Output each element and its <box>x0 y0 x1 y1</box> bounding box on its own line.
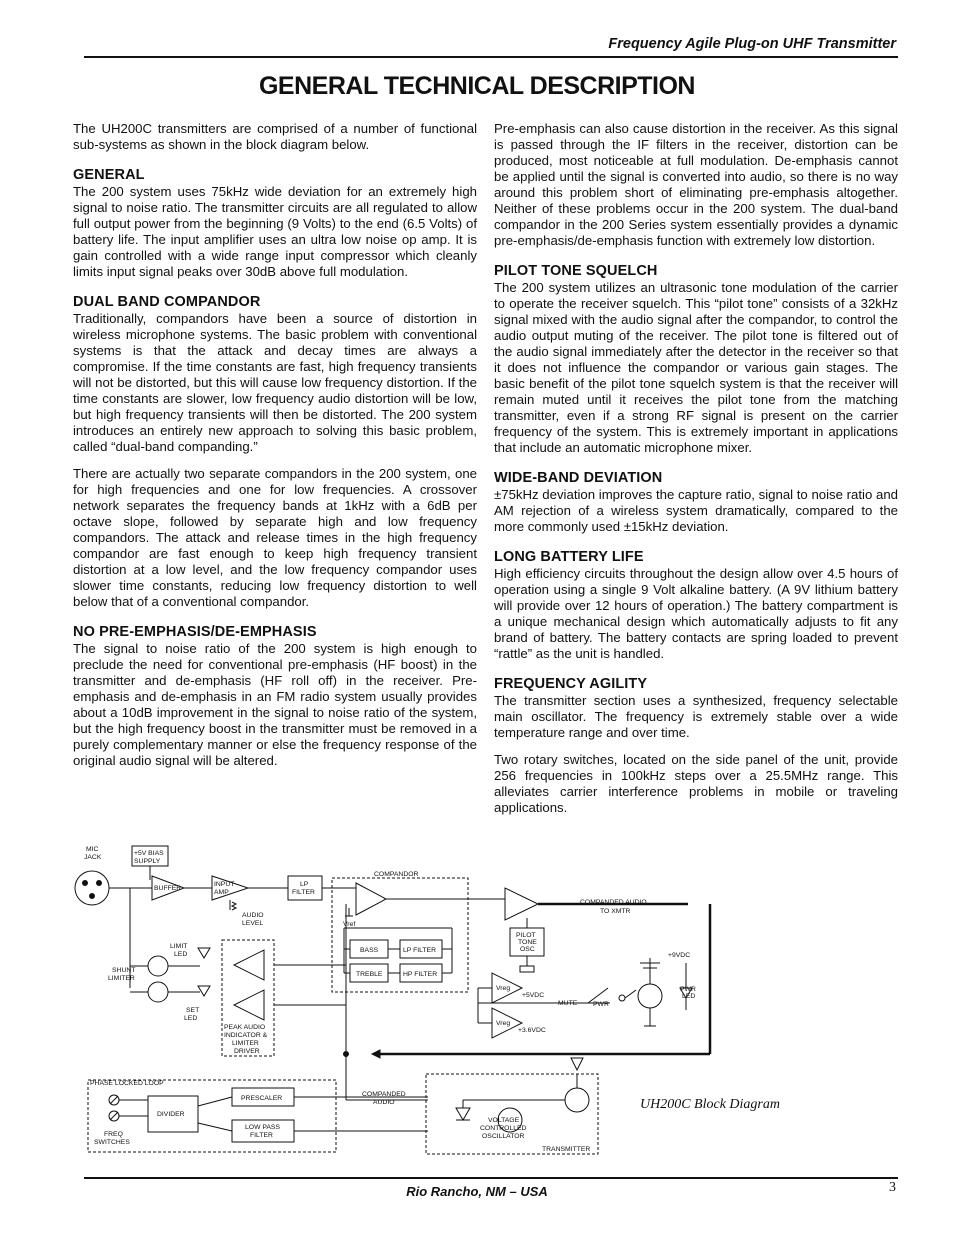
output-amp-symbol <box>505 888 538 920</box>
set-led-symbol <box>198 986 210 996</box>
wide-band-paragraph: ±75kHz deviation improves the capture ratio, signal to noise ratio and AM rejection of a wireless system dramatically, compared to the more commonly used ±15kHz deviation. <box>494 487 898 534</box>
footer-rule <box>84 1177 898 1179</box>
label-plus36: +3.6VDC <box>518 1027 546 1034</box>
header-rule <box>84 56 898 58</box>
compandor-paragraph-1: Traditionally, compandors have been a source of distortion in wireless microphone systems. The basic problem with conventional systems is that the attack and decay times are always a compromise. If the time constants are fast, high frequency transients will not be distorted, but this will cause low frequency distortion. If the time constants are slower, low frequency audio distortion will be low, but high frequency transients will then be distorted. The 200 system introduces an entirely new approach to solving this basic problem, called “dual-band companding.” <box>73 311 477 454</box>
label-pwr-led-2: LED <box>682 993 696 1000</box>
label-divider: DIVIDER <box>157 1111 185 1118</box>
label-treble: TREBLE <box>356 971 383 978</box>
label-vco-2: CONTROLLED <box>480 1125 527 1132</box>
input-amp-symbol <box>212 876 248 900</box>
rf-transistor-symbol <box>565 1088 589 1112</box>
label-bias-1: +5V BIAS <box>134 850 164 857</box>
peak-amp-1-symbol <box>234 950 264 980</box>
label-peak-3: LIMITER <box>232 1040 259 1047</box>
label-freq-2: SWITCHES <box>94 1139 130 1146</box>
label-lp-filter: LP FILTER <box>403 947 436 954</box>
label-companded-2: AUDIO <box>373 1099 395 1106</box>
label-input-2: AMP <box>214 889 229 896</box>
compandor-paragraph-2: There are actually two separate compandors in the 200 system, one for high frequencies and one for low frequencies. A crossover network separates the frequency bands at 1kHz with a 6dB per octave slope, followed by separate high and low frequency compandors. The attack and release times in the high frequency compandor are fast enough to keep high frequency transient distortion at a low level, and the low frequency compandor uses slower time constants, reducing low frequency distortion to well below that of a conventional compandor. <box>73 466 477 609</box>
label-lp-2: FILTER <box>292 889 315 896</box>
section-heading-pilot-tone: PILOT TONE SQUELCH <box>494 263 658 279</box>
label-set-2: LED <box>184 1015 198 1022</box>
label-compandor: COMPANDOR <box>374 871 419 878</box>
label-mute: MUTE <box>558 1000 578 1007</box>
label-set-1: SET <box>186 1007 200 1014</box>
general-paragraph: The 200 system uses 75kHz wide deviation for an extremely high signal to noise ratio. The transmitter circuits are all regulated to allow full output power from the beginning (9 Volts) to the end (6.5 Volts) of battery life. The input amplifier uses an ultra low noise op amp. It is gain controlled with a wide range input compressor which cleanly limits input signal peaks over 30dB above full modulation. <box>73 184 477 279</box>
label-vreg-1: Vreg <box>496 985 511 992</box>
label-bias-2: SUPPLY <box>134 858 161 865</box>
label-pwr-led-1: PWR <box>680 986 696 993</box>
label-hp-filter: HP FILTER <box>403 971 438 978</box>
label-peak-2: INDICATOR & <box>224 1032 268 1039</box>
label-companded-1: COMPANDED <box>362 1091 406 1098</box>
section-heading-battery: LONG BATTERY LIFE <box>494 549 644 565</box>
label-lp-1: LP <box>300 881 309 888</box>
label-pilot-3: OSC <box>520 946 535 953</box>
label-peak-1: PEAK AUDIO <box>224 1024 266 1031</box>
lp-filter-block <box>288 876 322 900</box>
label-vco-3: OSCILLATOR <box>482 1133 525 1140</box>
label-companded-xmtr-2: TO XMTR <box>600 908 631 915</box>
label-buffer: BUFFER <box>154 885 182 892</box>
label-pilot-2: TONE <box>518 939 537 946</box>
label-peak-4: DRIVER <box>234 1048 260 1055</box>
label-freq-1: FREQ <box>104 1131 123 1138</box>
label-plus9: +9VDC <box>668 952 691 959</box>
section-heading-agility: FREQUENCY AGILITY <box>494 676 648 692</box>
label-plus5: +5VDC <box>522 992 545 999</box>
label-vreg-2: Vreg <box>496 1020 511 1027</box>
label-audio-level-2: LEVEL <box>242 920 264 927</box>
left-column <box>73 121 477 780</box>
running-header: Frequency Agile Plug-on UHF Transmitter <box>608 36 896 52</box>
compandor-amp-symbol <box>356 883 386 915</box>
section-heading-wide-band: WIDE-BAND DEVIATION <box>494 470 663 486</box>
preemphasis-paragraph: The signal to noise ratio of the 200 system is high enough to preclude the need for conventional pre-emphasis (HF boost) in the transmitter and de-emphasis (HF roll off) in the receiver. Pre-emphasis and de-emphasis in an FM radio system usually provides about a 10dB improvement in the signal to noise ratio of the system, but the high frequency boost in the transmitter must be removed in a purely complementary manner or else the frequency response of the original audio signal will be altered. <box>73 641 477 768</box>
label-pll: PHASE LOCKED LOOP <box>90 1080 164 1087</box>
section-heading-compandor: DUAL BAND COMPANDOR <box>73 294 261 310</box>
pwr-transistor-symbol <box>638 984 662 1008</box>
intro-paragraph: The UH200C transmitters are comprised of a number of functional sub-systems as shown in the block diagram below. <box>73 121 477 152</box>
page-title: GENERAL TECHNICAL DESCRIPTION <box>258 72 695 100</box>
agility-paragraph-2: Two rotary switches, located on the side panel of the unit, provide 256 frequencies in 100kHz steps over a 25.5MHz range. This alleviates carrier interference problems in mobile or traveling applications. <box>494 752 898 815</box>
shunt-limiter-transistor-1 <box>148 956 168 976</box>
label-transmitter: TRANSMITTER <box>542 1146 591 1153</box>
label-companded-xmtr-1: COMPANDED AUDIO <box>580 899 647 906</box>
label-pilot-1: PILOT <box>516 932 536 939</box>
shunt-limiter-transistor-2 <box>148 982 168 1002</box>
battery-paragraph: High efficiency circuits throughout the design allow over 4.5 hours of operation using a single 9 Volt alkaline battery. (A 9V lithium battery will provide over 12 hours of operation.) The battery compartment is a unique mechanical design which automatically adjusts to fit any brand of battery. The battery contacts are spring loaded to prevent “rattle” as the unit is handled. <box>494 566 898 661</box>
label-input-1: INPUT <box>214 881 235 888</box>
label-prescaler: PRESCALER <box>241 1095 283 1102</box>
antenna-symbol <box>571 1058 583 1070</box>
diagram-caption: UH200C Block Diagram <box>640 1097 780 1112</box>
label-shunt-1: SHUNT <box>112 967 136 974</box>
label-limit-2: LED <box>174 951 188 958</box>
limit-led-symbol <box>198 948 210 958</box>
block-diagram <box>60 838 720 1158</box>
transmitter-box <box>426 1074 598 1154</box>
page-number: 3 <box>889 1180 896 1195</box>
pilot-tone-paragraph: The 200 system utilizes an ultrasonic tone modulation of the carrier to operate the receiver squelch. This “pilot tone” consists of a 32kHz signal mixed with the audio signal after the compandor, to control the audio output muting of the receiver. The pilot tone is filtered out of the audio signal immediately after the detector in the receiver so that it does not influence the compandor or various gain stages. The basic benefit of the pilot tone squelch system is that the receiver will remain muted until it receives the pilot tone from the matching transmitter, even if a strong RF signal is present on the carrier frequency of the system. This is extremely important in applications that include an automatic microphone mixer. <box>494 280 898 455</box>
label-jack: JACK <box>84 854 102 861</box>
mic-jack-symbol <box>75 871 109 905</box>
footer-location: Rio Rancho, NM – USA <box>406 1184 548 1199</box>
peak-amp-2-symbol <box>234 990 264 1020</box>
label-limit-1: LIMIT <box>170 943 188 950</box>
label-lpf-1: LOW PASS <box>245 1124 280 1131</box>
label-vref: Vref <box>343 921 356 928</box>
label-mic: MIC <box>86 846 99 853</box>
section-heading-general: GENERAL <box>73 167 145 183</box>
label-lpf-2: FILTER <box>250 1132 273 1139</box>
label-vco-1: VOLTAGE <box>488 1117 520 1124</box>
section-heading-preemphasis: NO PRE-EMPHASIS/DE-EMPHASIS <box>73 624 317 640</box>
label-audio-level-1: AUDIO <box>242 912 264 919</box>
label-shunt-2: LIMITER <box>108 975 135 982</box>
right-column <box>494 121 898 827</box>
agility-paragraph-1: The transmitter section uses a synthesized, frequency selectable main oscillator. The frequency is extremely stable over a wide temperature range and over time. <box>494 693 898 740</box>
label-pwr: PWR <box>593 1001 609 1008</box>
label-bass: BASS <box>360 947 379 954</box>
preemphasis-continued-paragraph: Pre-emphasis can also cause distortion in the receiver. As this signal is passed through the IF filters in the receiver, distortion can be produced, most noticeable at full modulation. De-emphasis cannot be applied until the signal is converted into audio, so there is no way around this problem short of eliminating pre-emphasis altogether. Neither of these problems occur in the 200 system. The dual-band compandor in the 200 Series system essentially provides a dynamic pre-emphasis/de-emphasis function with extremely low distortion. <box>494 121 898 248</box>
